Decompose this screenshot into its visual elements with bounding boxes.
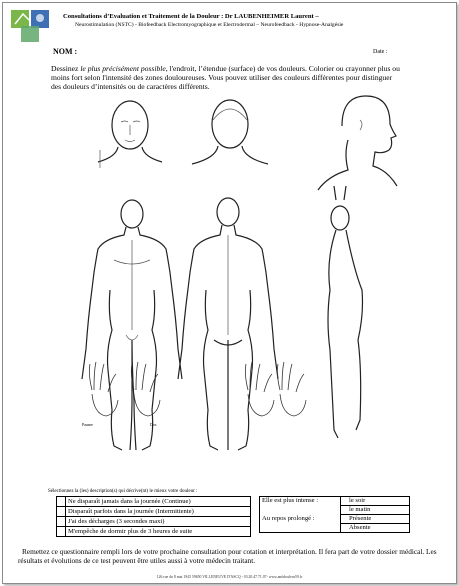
name-label: NOM :: [53, 47, 78, 56]
description-text: J'ai des décharges (3 secondes maxi): [66, 517, 251, 527]
option-soir[interactable]: le soir: [341, 497, 410, 506]
date-label: Date :: [373, 49, 388, 55]
hands-back-drawing[interactable]: [245, 362, 306, 416]
header-subtitle: Neurostimulation (NSTC) - Biofeedback Electromyographique et Electrodermal – Neurofeedback - Hypnose-Analgésie: [75, 22, 344, 28]
description-text: Ne disparaît jamais dans la journée (Continue): [66, 497, 251, 507]
selection-prompt: Sélectionnez la (les) description(s) qui décrive(nt) le mieux votre douleur :: [48, 489, 198, 494]
option-presente[interactable]: Présente: [341, 515, 410, 524]
instructions-emphasis: le plus précisément possible: [80, 64, 166, 73]
description-checkbox[interactable]: [57, 517, 66, 527]
instructions-part2: , l'endroit, l’étendue (surface) de vos douleurs. Colorier ou crayonner plus ou moins fort selon l'intensité des zones douloureuses. Vous pouvez utiliser des couleurs différentes pour distinguer des douleurs d’intensités ou de caractères différents.: [51, 64, 400, 91]
header-title: Consultations d’Evaluation et Traitement de la Douleur : Dr LAUBENHEIMER Laurent –: [63, 13, 319, 20]
description-text: Disparaît parfois dans la journée (Intermittente): [66, 507, 251, 517]
description-checkbox[interactable]: [57, 527, 66, 537]
description-row: [57, 497, 251, 507]
instructions: [51, 64, 401, 91]
option-absente[interactable]: Absente: [341, 524, 410, 533]
address: 126 rue du 8 mai 1945 59650 VILLENEUVE D'ASCQ - 03.20.47.71.07- www.antidouleur59.fr: [156, 575, 303, 579]
description-row: [57, 517, 251, 527]
description-checkbox[interactable]: [57, 497, 66, 507]
head-back-drawing[interactable]: [192, 100, 268, 164]
pain-description-table: [56, 496, 251, 537]
palm-label: Paume: [82, 422, 93, 427]
body-chart: [0, 90, 459, 490]
intensity-table: [259, 496, 410, 533]
instructions-part1: Dessinez: [51, 64, 81, 73]
intensity-label: Elle est plus intense :: [260, 497, 341, 506]
description-checkbox[interactable]: [57, 507, 66, 517]
hands-palm-drawing[interactable]: [89, 362, 160, 416]
body-back-drawing[interactable]: [178, 198, 278, 450]
body-front-drawing[interactable]: [82, 200, 182, 450]
description-text: M'empêche de dormir plus de 3 heures de suite: [66, 527, 251, 537]
body-side-drawing[interactable]: [328, 186, 363, 438]
back-hand-label: Dos: [150, 422, 157, 427]
option-matin[interactable]: le matin: [341, 506, 410, 515]
rest-label: Au repos prolongé :: [260, 515, 341, 524]
description-row: [57, 507, 251, 517]
footer-text: Remettez ce questionnaire rempli lors de votre prochaine consultation pour cotation et interprétation. Il fera part de votre dossier médical. Les résultats et évolutions de ce test peuvent être utiles aussi à votre médecin traitant.: [18, 547, 437, 565]
description-row: [57, 527, 251, 537]
head-side-drawing[interactable]: [318, 96, 397, 190]
clinic-logo: [9, 8, 55, 44]
head-front-drawing[interactable]: [98, 101, 162, 168]
